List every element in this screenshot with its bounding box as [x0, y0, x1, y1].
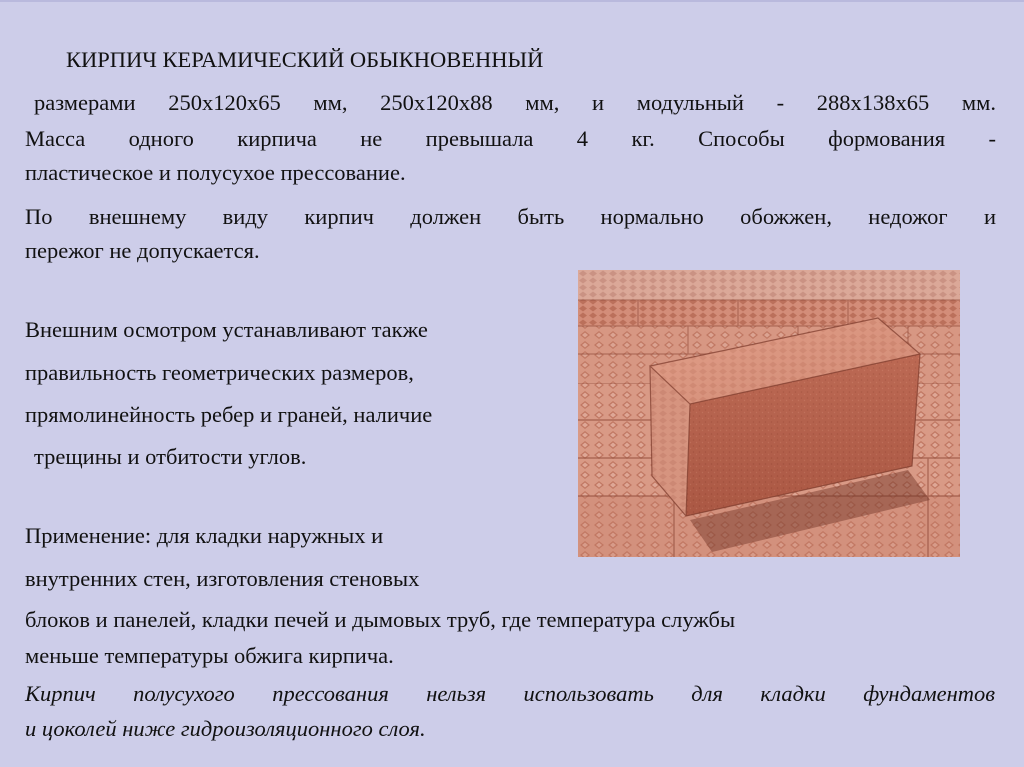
inspection-line-2: правильность геометрических размеров, — [25, 360, 414, 385]
note-line-1: Кирпич полусухого прессования нельзя использовать для кладки фундаментов — [25, 681, 995, 706]
sizes-line-1: размерами 250х120х65 мм, 250х120х88 мм, и модульный - 288х138х65 мм. — [34, 90, 996, 115]
inspection-line-1: Внешним осмотром устанавливают также — [25, 317, 428, 342]
slide-title: КИРПИЧ КЕРАМИЧЕСКИЙ ОБЫКНОВЕННЫЙ — [66, 47, 544, 72]
appearance-line-2: пережог не допускается. — [25, 238, 260, 263]
inspection-line-3: прямолинейность ребер и граней, наличие — [25, 402, 433, 427]
application-line-4: меньше температуры обжига кирпича. — [25, 643, 394, 668]
sizes-line-2: Масса одного кирпича не превышала 4 кг. Способы формования - — [25, 126, 996, 151]
sizes-line-3: пластическое и полусухое прессование. — [25, 160, 406, 185]
inspection-line-4: трещины и отбитости углов. — [34, 444, 307, 469]
application-line-3: блоков и панелей, кладки печей и дымовых труб, где температура службы — [25, 607, 736, 632]
slide-top-border — [0, 0, 1024, 2]
brick-photo-icon — [578, 270, 960, 557]
note-line-2: и цоколей ниже гидроизоляционного слоя. — [25, 716, 426, 741]
application-line-2: внутренних стен, изготовления стеновых — [25, 566, 420, 591]
application-line-1: Применение: для кладки наружных и — [25, 523, 384, 548]
appearance-line-1: По внешнему виду кирпич должен быть нормально обожжен, недожог и — [25, 204, 996, 229]
